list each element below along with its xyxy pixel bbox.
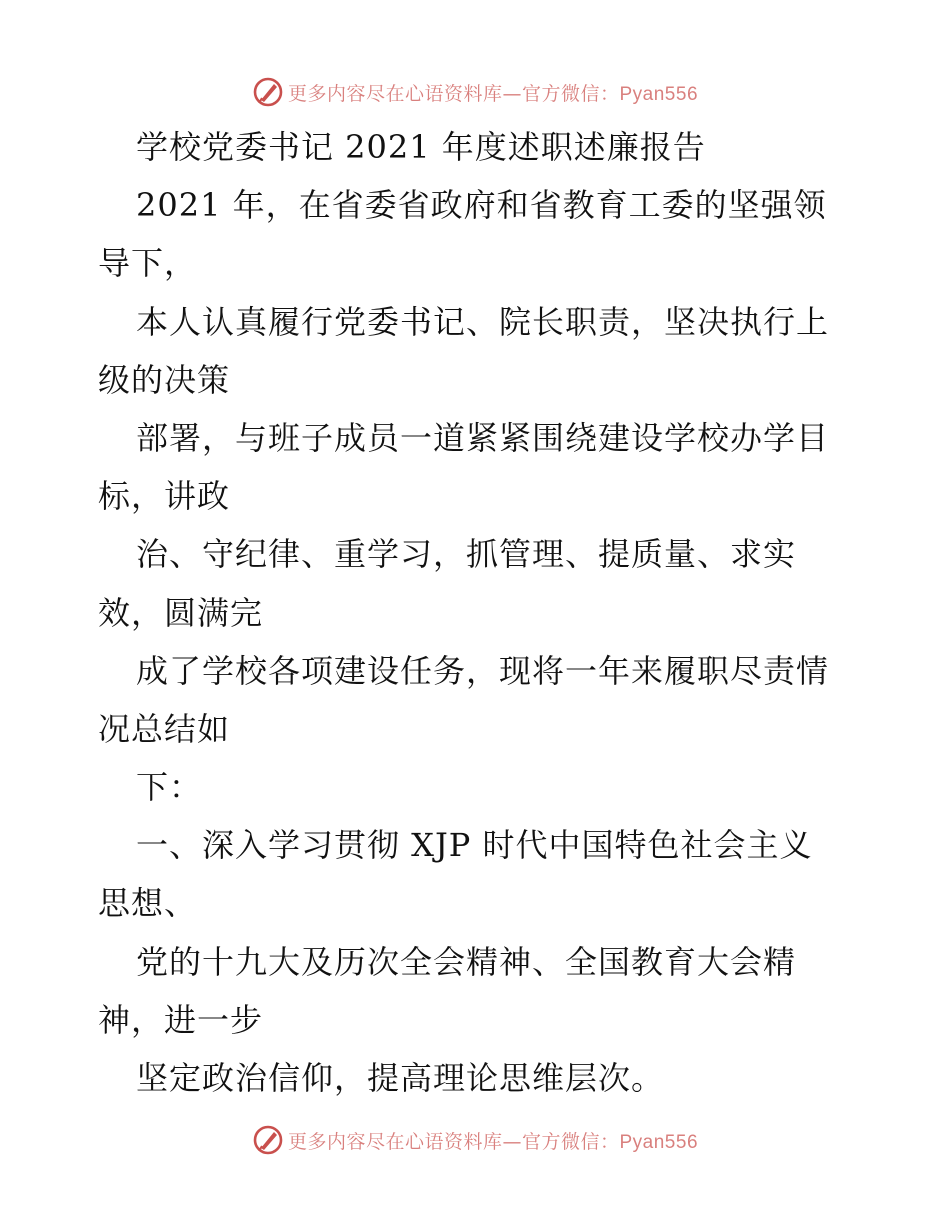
watermark-text: 更多内容尽在心语资料库—官方微信：Pyan556 xyxy=(287,1130,699,1153)
watermark-text: 更多内容尽在心语资料库—官方微信：Pyan556 xyxy=(287,82,699,105)
text-line: 况总结如 xyxy=(98,709,231,748)
text-line: 本人认真履行党委书记、院长职责，坚决执行上 xyxy=(136,302,830,341)
footer-watermark xyxy=(0,1120,950,1160)
text-line: 效，圆满完 xyxy=(98,593,264,632)
text-line: 级的决策 xyxy=(98,360,231,399)
text-line: 党的十九大及历次全会精神、全国教育大会精 xyxy=(136,942,797,981)
quill-circle-logo-icon xyxy=(252,76,284,108)
text-line: 坚定政治信仰，提高理论思维层次。 xyxy=(136,1059,665,1097)
header-watermark xyxy=(0,72,950,112)
text-line: 治、守纪律、重学习，抓管理、提质量、求实 xyxy=(136,535,797,574)
section-heading-line: 一、深入学习贯彻 XJP 时代中国特色社会主义 xyxy=(136,826,813,865)
quill-circle-logo-icon xyxy=(252,1124,284,1156)
document-title: 学校党委书记 2021 年度述职述廉报告 xyxy=(136,128,706,166)
text-line: 2021 年，在省委省政府和省教育工委的坚强领 xyxy=(136,186,827,225)
text-line: 导下， xyxy=(98,244,198,283)
document-body xyxy=(98,118,878,1107)
text-line: 标，讲政 xyxy=(98,477,231,516)
text-line: 下： xyxy=(136,768,203,807)
text-line: 成了学校各项建设任务，现将一年来履职尽责情 xyxy=(136,651,830,690)
text-line: 部署，与班子成员一道紧紧围绕建设学校办学目 xyxy=(136,418,830,457)
section-heading-line: 思想、 xyxy=(98,884,198,923)
text-line: 神，进一步 xyxy=(98,1000,264,1039)
